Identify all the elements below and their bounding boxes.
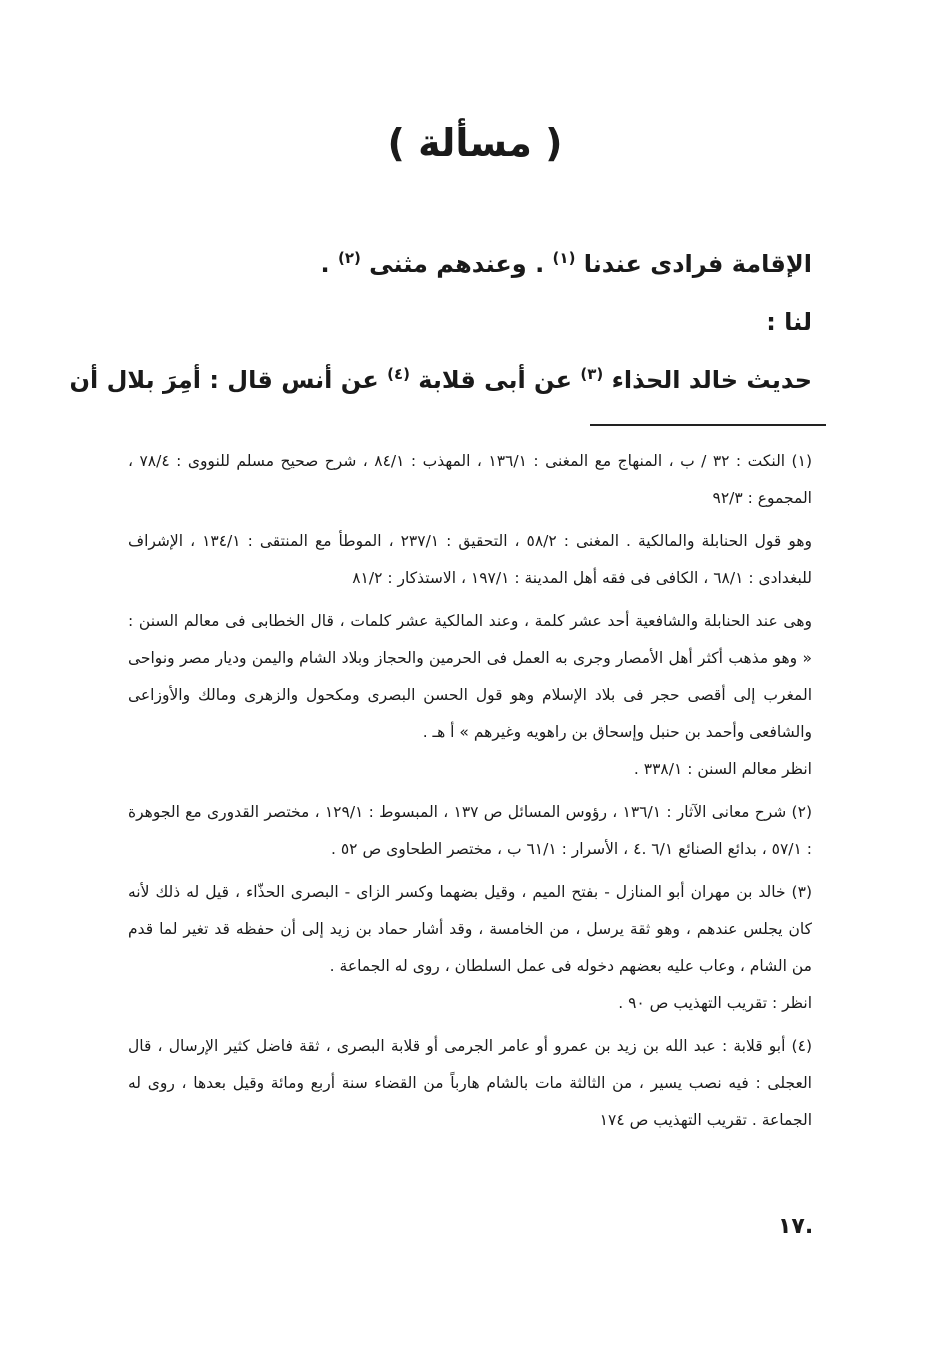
main-text-line-1: الإقامة فرادى عندنا $^{(١)}$ . وعندهم مثنى $^{(٢)}$ . — [320, 249, 812, 278]
footnote-1-see-also: انظر معالم السنن : ٣٣٨/١ . — [633, 760, 812, 778]
footnote-4: (٤) أبو قلابة : عبد الله بن زيد بن عمرو أو عامر الجرمى أو قلابة البصرى ، ثقة فاضل كثير الإرسال ، قال العجلى : فيه نصب يسير ، من الثالثة مات بالشام هارباً من القضاء سنة أربع ومائة وقيل بعدها ، روى له الجماعة . تقريب التهذيب ص ١٧٤ — [128, 1037, 812, 1129]
footnote-ref-2: (٢) — [337, 249, 361, 267]
main-text-line-3: حديث خالد الحذاء $^{(٣)}$ عن أبى قلابة $^{(٤)}$ عن أنس قال : أمِرَ بلال أن — [69, 365, 812, 394]
page-number: ١٧. — [778, 1214, 814, 1239]
footnote-separator — [590, 424, 826, 426]
footnote-1-note-b: وهى عند الحنابلة والشافعية أحد عشر كلمة ، وعند المالكية عشر كلمات ، قال الخطابى فى معالم السنن : « وهو مذهب أكثر أهل الأمصار وجرى به العمل فى الحرمين والحجاز وبلاد الشام واليمن وديار مصر ونواحى المغرب إلى أقصى حجر فى بلاد الإسلام وهو قول الحسن البصرى ومكحول والزهرى ومالك والأوزاعى والشافعى وأحمد بن حنبل وإسحاق بن راهويه وغيرهم » أ هـ . — [128, 612, 812, 741]
footnote-ref-3: (٣) — [580, 365, 604, 383]
footnote-1: (١) النكت : ٣٢ / ب ، المنهاج مع المغنى : ١٣٦/١ ، المهذب : ٨٤/١ ، شرح صحيح مسلم للنووى : ٧٨/٤ ، المجموع : ٩٢/٣ — [128, 452, 812, 507]
footnotes — [128, 443, 812, 1145]
footnote-3: (٣) خالد بن مهران أبو المنازل - بفتح الميم ، وقيل بضهما وكسر الزاى - البصرى الحذّاء ، قيل له ذلك لأنه كان يجلس عندهم ، وهو ثقة يرسل ، من الخامسة ، وقد أشار حماد بن زيد إلى أن حفظه قد تغير لما قدم من الشام ، وعاب عليه بعضهم دخوله فى عمل السلطان ، روى له الجماعة . — [128, 883, 812, 975]
footnote-ref-4: (٤) — [387, 365, 410, 383]
footnote-1-note-a: وهو قول الحنابلة والمالكية . المغنى : ٥٨/٢ ، التحقيق : ٢٣٧/١ ، الموطأ مع المنتقى : ١٣٤/١ ، الإشراف للبغدادى : ٦٨/١ ، الكافى فى فقه أهل المدينة : ١٩٧/١ ، الاستذكار : ٨١/٢ — [128, 532, 812, 587]
footnote-3-see-also: انظر : تقريب التهذيب ص ٩٠ . — [618, 994, 812, 1012]
footnote-ref-1: (١) — [552, 249, 576, 267]
main-text-line-2: لنا : — [766, 308, 812, 336]
section-title: ( مسألة ) — [387, 121, 563, 165]
footnote-2: (٢) شرح معانى الآثار : ١٣٦/١ ، رؤوس المسائل ص ١٣٧ ، المبسوط : ١٢٩/١ ، مختصر القدورى مع الجوهرة : ٥٧/١ ، بدائع الصنائع ٦/١ .٤ ، الأسرار : ٦١/١ ب ، مختصر الطحاوى ص ٥٢ . — [128, 803, 812, 858]
